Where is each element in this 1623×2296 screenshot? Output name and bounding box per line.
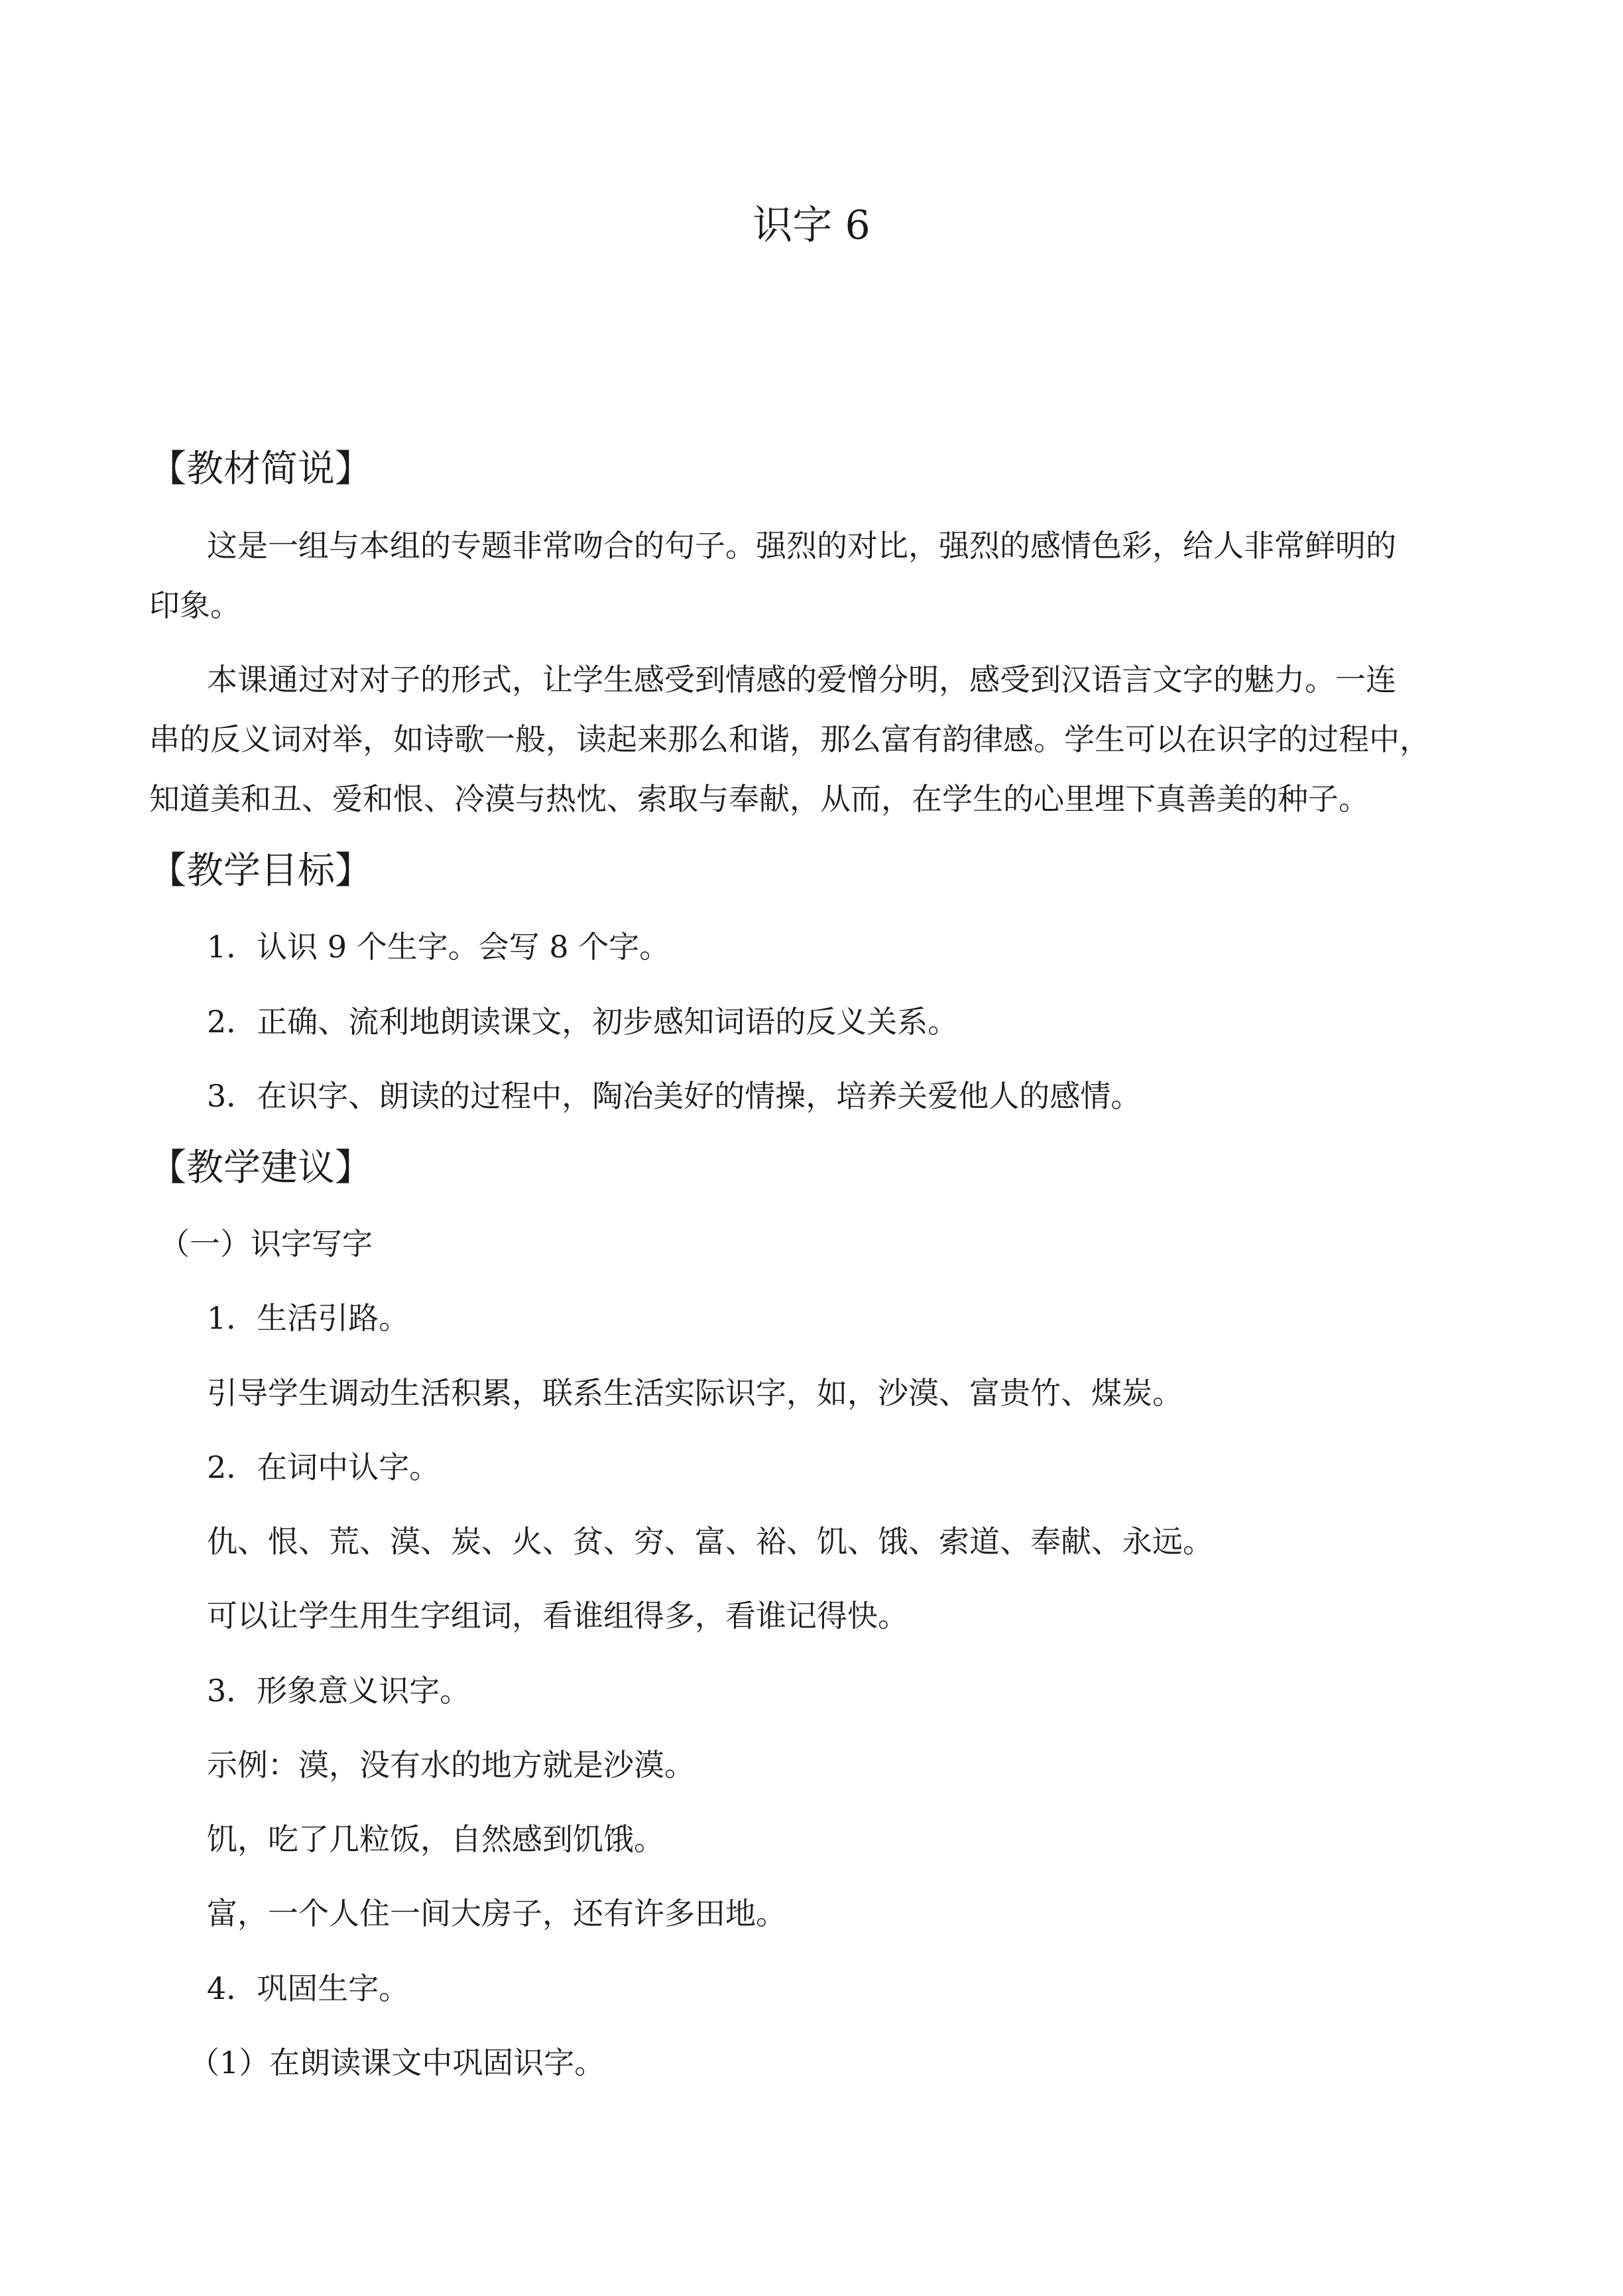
list-item: 3．形象意义识字。: [207, 1673, 471, 1709]
paragraph-line: 串的反义词对举，如诗歌一般，读起来那么和谐，那么富有韵律感。学生可以在识字的过程中，: [149, 721, 1430, 757]
list-item: 2．在词中认字。: [207, 1449, 440, 1485]
page-title: 识字 6: [752, 202, 871, 249]
list-item: 4．巩固生字。: [207, 1970, 410, 2006]
paragraph-line: 可以让学生用生字组词，看谁组得多，看谁记得快。: [207, 1598, 908, 1634]
paragraph-line: 仇、恨、荒、漠、炭、火、贫、穷、富、裕、饥、饿、索道、奉献、永远。: [207, 1524, 1213, 1559]
list-item: 1．认识 9 个生字。会写 8 个字。: [207, 929, 670, 965]
subsection-heading: （一）识字写字: [159, 1226, 373, 1262]
list-item: 2．正确、流利地朗读课文，初步感知词语的反义关系。: [207, 1004, 959, 1040]
section-heading-teaching-goals: 【教学目标】: [149, 849, 372, 892]
list-item: 3．在识字、朗读的过程中，陶冶美好的情操，培养关爱他人的感情。: [207, 1078, 1142, 1114]
paragraph-line: 饥，吃了几粒饭，自然感到饥饿。: [207, 1821, 664, 1857]
section-heading-textbook-notes: 【教材简说】: [149, 448, 372, 491]
paragraph-line: 本课通过对对子的形式，让学生感受到情感的爱憎分明，感受到汉语言文字的魅力。一连: [207, 662, 1396, 697]
paragraph-line: 富，一个人住一间大房子，还有许多田地。: [207, 1896, 786, 1931]
list-item: 1．生活引路。: [207, 1300, 410, 1336]
section-heading-teaching-suggestions: 【教学建议】: [149, 1146, 372, 1189]
paragraph-line: 知道美和丑、爱和恨、冷漠与热忱、索取与奉献，从而，在学生的心里埋下真善美的种子。: [149, 781, 1369, 817]
paragraph-line: 示例：漠，没有水的地方就是沙漠。: [207, 1747, 695, 1783]
paragraph-line: 这是一组与本组的专题非常吻合的句子。强烈的对比，强烈的感情色彩，给人非常鲜明的: [207, 528, 1396, 564]
list-item: （1）在朗读课文中巩固识字。: [189, 2045, 605, 2081]
paragraph-line: 印象。: [149, 587, 241, 623]
paragraph-line: 引导学生调动生活积累，联系生活实际识字，如，沙漠、富贵竹、煤炭。: [207, 1375, 1183, 1411]
